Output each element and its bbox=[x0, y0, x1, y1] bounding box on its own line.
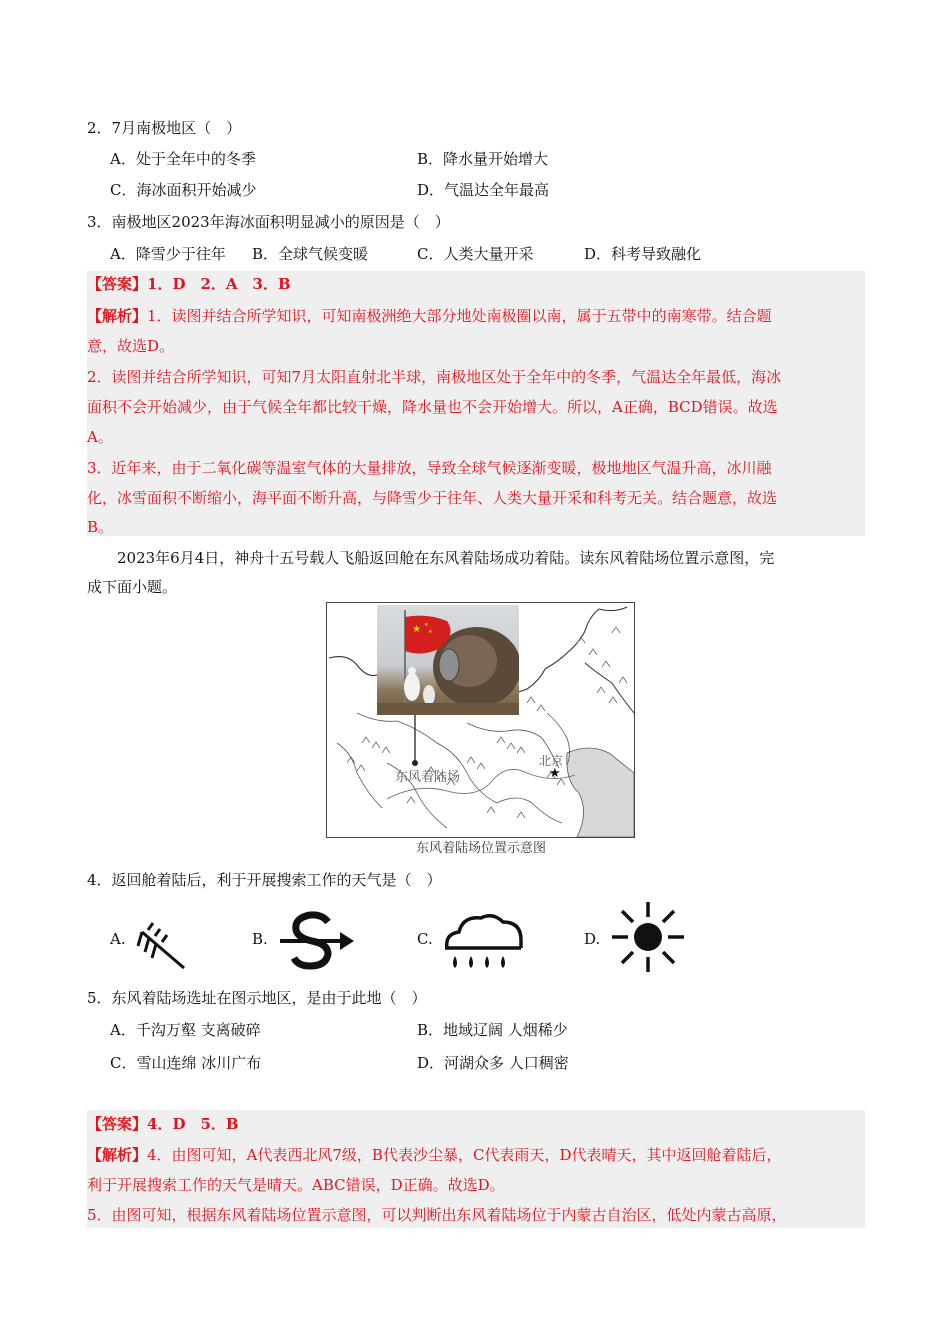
ground bbox=[377, 703, 519, 715]
sandstorm-icon bbox=[278, 910, 356, 972]
border-segment bbox=[585, 663, 634, 713]
question-4-label-d: D. bbox=[584, 930, 601, 948]
map-label-dongfeng: 东风着陆场 bbox=[395, 770, 461, 785]
analysis-line: B。 bbox=[87, 518, 114, 536]
question-4-label-b: B. bbox=[252, 930, 268, 948]
analysis-tag: 【解析】 bbox=[87, 307, 148, 325]
intro-line-2: 成下面小题。 bbox=[87, 578, 178, 596]
answer-text: 4．D 5．B bbox=[147, 1115, 239, 1133]
question-2-stem: 2．7月南极地区（ ） bbox=[87, 119, 242, 137]
sea-area bbox=[567, 748, 634, 837]
question-3-option-b: B．全球气候变暖 bbox=[252, 245, 369, 263]
rain-icon bbox=[441, 910, 525, 974]
question-5-option-b: B．地域辽阔 人烟稀少 bbox=[417, 1021, 568, 1039]
question-5-option-a: A．千沟万壑 支离破碎 bbox=[110, 1021, 261, 1039]
question-5-stem: 5．东风着陆场选址在图示地区，是由于此地（ ） bbox=[87, 989, 427, 1007]
question-4-label-a: A. bbox=[110, 930, 126, 948]
flag-small-star-icon: ★ bbox=[424, 622, 429, 628]
analysis-line bbox=[87, 306, 865, 326]
analysis-text: 1．读图并结合所学知识，可知南极洲绝大部分地处南极圈以南，属于五带中的南寒带。结合题 bbox=[147, 307, 772, 325]
analysis-line: 面积不会开始减少，由于气候全年都比较干燥，降水量也不会开始增大。所以，A正确，BCD错误。故选 bbox=[87, 398, 778, 416]
answer-tag: 【答案】 bbox=[87, 275, 148, 293]
analysis-line: 2．读图并结合所学知识，可知7月太阳直射北半球，南极地区处于全年中的冬季，气温达全年最低，海冰 bbox=[87, 368, 782, 386]
question-4-label-c: C. bbox=[417, 930, 433, 948]
question-2-option-c: C．海冰面积开始减少 bbox=[110, 181, 257, 199]
question-3-stem: 3．南极地区2023年海冰面积明显减小的原因是（ ） bbox=[87, 213, 450, 231]
analysis-line: 5．由图可知，根据东风着陆场位置示意图，可以判断出东风着陆场位于内蒙古自治区，低处内蒙古高原， bbox=[87, 1206, 787, 1224]
analysis-line: 意，故选D。 bbox=[87, 337, 175, 355]
question-2-option-a: A．处于全年中的冬季 bbox=[110, 150, 256, 168]
analysis-tag: 【解析】 bbox=[87, 1146, 148, 1164]
answer-2-line bbox=[87, 1114, 865, 1134]
flag-small-star-icon: ★ bbox=[428, 629, 433, 635]
worker-figure bbox=[404, 673, 420, 701]
question-5-option-c: C．雪山连绵 冰川广布 bbox=[110, 1054, 262, 1072]
capsule-hatch bbox=[439, 649, 459, 681]
wind-force-icon bbox=[134, 918, 190, 974]
question-5-option-d: D．河湖众多 人口稠密 bbox=[417, 1054, 569, 1072]
figure-caption: 东风着陆场位置示意图 bbox=[415, 841, 546, 856]
question-3-option-a: A．降雪少于往年 bbox=[110, 245, 226, 263]
answer-text: 1．D 2．A 3．B bbox=[147, 275, 291, 293]
question-4-stem: 4．返回舱着陆后，利于开展搜索工作的天气是（ ） bbox=[87, 871, 442, 889]
intro-line-1: 2023年6月4日，神舟十五号载人飞船返回舱在东风着陆场成功着陆。读东风着陆场位置示意图，完 bbox=[117, 549, 775, 567]
analysis-line: A。 bbox=[87, 428, 113, 446]
capsule-photo bbox=[377, 605, 519, 715]
province-boundary bbox=[337, 743, 382, 808]
question-2-option-b: B．降水量开始增大 bbox=[417, 150, 549, 168]
question-3-option-c: C．人类大量开采 bbox=[417, 245, 534, 263]
worker-head bbox=[408, 667, 416, 675]
analysis-line bbox=[87, 1145, 865, 1165]
analysis-line: 利于开展搜索工作的天气是晴天。ABC错误，D正确。故选D。 bbox=[87, 1176, 505, 1194]
map-label-beijing: 北京 bbox=[539, 754, 564, 768]
landing-site-map bbox=[326, 602, 635, 838]
answer-tag: 【答案】 bbox=[87, 1115, 148, 1133]
sunny-icon bbox=[608, 900, 688, 974]
analysis-line: 化，冰雪面积不断缩小，海平面不断升高，与降雪少于往年、人类大量开采和科考无关。结合题意，故选 bbox=[87, 489, 778, 507]
question-3-option-d: D．科考导致融化 bbox=[584, 245, 702, 263]
analysis-text: 4．由图可知，A代表西北风7级，B代表沙尘暴，C代表雨天，D代表晴天，其中返回舱着陆后， bbox=[147, 1146, 782, 1164]
answer-block-2 bbox=[87, 1110, 865, 1228]
analysis-line: 3．近年来，由于二氧化碳等温室气体的大量排放，导致全球气候逐渐变暖，极地地区气温升高，冰川融 bbox=[87, 459, 772, 477]
province-boundary bbox=[497, 798, 562, 823]
capsule-photo-svg bbox=[377, 605, 519, 715]
worker-figure bbox=[423, 685, 435, 705]
answer-1-line bbox=[87, 274, 865, 294]
answer-block-1 bbox=[87, 271, 865, 536]
flag-star-icon: ★ bbox=[412, 624, 421, 635]
landing-site-marker bbox=[412, 760, 418, 766]
question-2-option-d: D．气温达全年最高 bbox=[417, 181, 550, 199]
beijing-star-icon: ★ bbox=[549, 766, 561, 781]
